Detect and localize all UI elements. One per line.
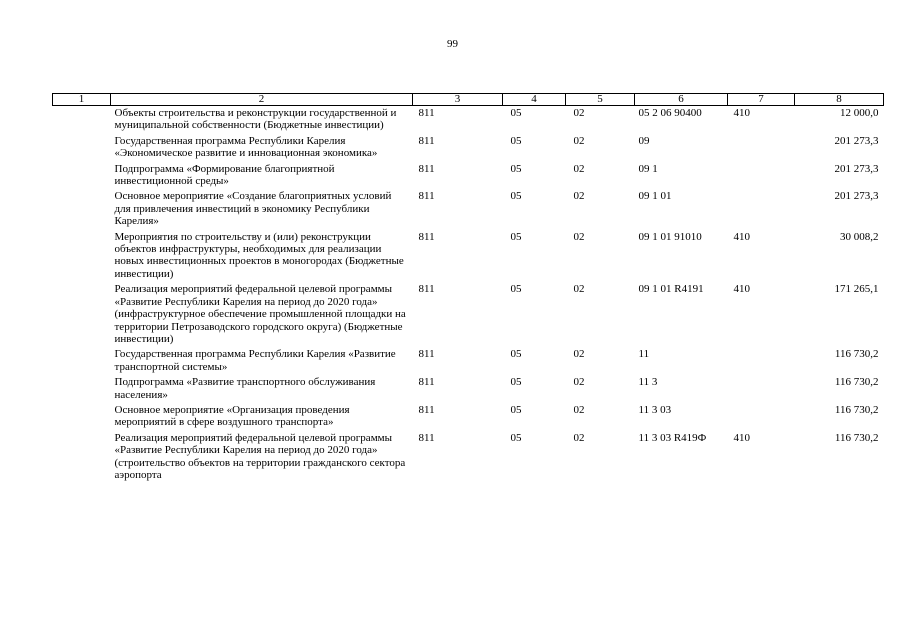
row-subsection-cell: 02	[573, 107, 585, 119]
row-amount-cell: 116 730,2	[834, 348, 879, 361]
row-number-cell	[53, 403, 111, 431]
row-expense-type-cell: 410	[733, 230, 750, 243]
header-col-8: 8	[795, 94, 884, 106]
row-amount-cell: 116 730,2	[834, 431, 879, 444]
row-expense-type-cell	[728, 375, 795, 403]
row-gov-code-cell: 811	[418, 190, 435, 203]
header-col-3: 3	[413, 94, 503, 106]
row-section-cell: 05	[510, 107, 522, 119]
budget-table	[52, 93, 884, 483]
row-name-cell: Подпрограмма «Развитие транспортного обслуживания населения»	[114, 376, 376, 401]
row-amount-cell: 171 265,1	[834, 283, 879, 296]
row-section-cell: 05	[510, 134, 522, 147]
row-section-cell: 05	[510, 190, 522, 203]
row-amount-cell: 116 730,2	[834, 403, 879, 416]
row-section-cell: 05	[510, 162, 522, 175]
row-name-cell: Основное мероприятие «Создание благоприятных условий для привлечения инвестиций в экономику Республики Карелия»	[114, 190, 392, 228]
row-expense-type-cell: 410	[733, 107, 750, 119]
row-subsection-cell: 02	[573, 348, 585, 361]
row-target-item-cell: 09 1 01 R4191	[638, 283, 704, 296]
row-name-cell: Мероприятия по строительству и (или) реконструкции объектов инфраструктуры, необходимых для реализации новых инвестиционных проектов в моногородах (Бюджетные инвестиции)	[114, 230, 404, 280]
row-number-cell	[53, 230, 111, 283]
row-subsection-cell: 02	[573, 230, 585, 243]
table-row	[53, 162, 884, 190]
header-col-5: 5	[566, 94, 635, 106]
row-target-item-cell: 11	[638, 348, 650, 361]
row-number-cell	[53, 375, 111, 403]
table-row	[53, 189, 884, 229]
row-number-cell	[53, 134, 111, 162]
page-number: 99	[447, 38, 458, 50]
row-gov-code-cell: 811	[418, 134, 435, 147]
row-name-cell: Основное мероприятие «Организация проведения мероприятий в сфере воздушного транспорта»	[114, 403, 350, 429]
row-expense-type-cell: 410	[733, 431, 750, 444]
row-target-item-cell: 09 1 01 91010	[638, 230, 702, 243]
row-gov-code-cell: 811	[418, 403, 435, 416]
row-gov-code-cell: 811	[418, 283, 435, 296]
row-amount-cell: 30 008,2	[840, 230, 879, 243]
table-row	[53, 282, 884, 347]
row-amount-cell: 201 273,3	[834, 162, 879, 175]
table-row	[53, 403, 884, 431]
row-expense-type-cell	[728, 134, 795, 162]
row-amount-cell: 201 273,3	[834, 134, 879, 147]
row-section-cell: 05	[510, 376, 522, 389]
row-name-cell: Государственная программа Республики Карелия «Экономическое развитие и инновационная экономика»	[114, 134, 378, 160]
row-section-cell: 05	[510, 431, 522, 444]
row-subsection-cell: 02	[573, 162, 585, 175]
table-row	[53, 431, 884, 484]
header-col-4: 4	[503, 94, 566, 106]
header-col-7: 7	[728, 94, 795, 106]
row-subsection-cell: 02	[573, 376, 585, 389]
row-gov-code-cell: 811	[418, 431, 435, 444]
row-number-cell	[53, 189, 111, 229]
row-section-cell: 05	[510, 230, 522, 243]
row-expense-type-cell	[728, 189, 795, 229]
row-name-cell: Подпрограмма «Формирование благоприятной инвестиционной среды»	[114, 162, 335, 188]
table-header	[53, 94, 884, 106]
row-subsection-cell: 02	[573, 190, 585, 203]
row-amount-cell: 12 000,0	[840, 107, 879, 119]
table-row	[53, 106, 884, 134]
row-section-cell: 05	[510, 403, 522, 416]
header-col-2: 2	[111, 94, 413, 106]
row-name-cell: Реализация мероприятий федеральной целевой программы «Развитие Республики Карелия на период до 2020 года» (инфраструктурное обеспечение промышленной площадки на территории Петрозаводского городского округа) (Бюджетные инвестиции)	[114, 283, 406, 345]
row-name-cell: Государственная программа Республики Карелия «Развитие транспортной системы»	[114, 348, 396, 373]
row-amount-cell: 201 273,3	[834, 190, 879, 203]
row-target-item-cell: 11 3 03	[638, 403, 672, 416]
row-subsection-cell: 02	[573, 134, 585, 147]
header-col-6: 6	[635, 94, 728, 106]
row-expense-type-cell	[728, 403, 795, 431]
row-gov-code-cell: 811	[418, 107, 435, 119]
row-target-item-cell: 09 1	[638, 162, 658, 175]
header-col-1: 1	[53, 94, 111, 106]
row-name-cell: Реализация мероприятий федеральной целевой программы «Развитие Республики Карелия на период до 2020 года» (строительство объектов на территории гражданского сектора аэропорта	[114, 431, 406, 481]
row-expense-type-cell: 410	[733, 283, 750, 296]
row-number-cell	[53, 162, 111, 190]
table-row	[53, 230, 884, 283]
row-target-item-cell: 11 3	[638, 376, 658, 389]
row-subsection-cell: 02	[573, 403, 585, 416]
table-row	[53, 134, 884, 162]
row-expense-type-cell	[728, 347, 795, 375]
row-subsection-cell: 02	[573, 283, 585, 296]
row-gov-code-cell: 811	[418, 230, 435, 243]
row-gov-code-cell: 811	[418, 162, 435, 175]
row-number-cell	[53, 106, 111, 134]
row-amount-cell: 116 730,2	[834, 376, 879, 389]
row-subsection-cell: 02	[573, 431, 585, 444]
header-row	[53, 94, 884, 106]
row-target-item-cell: 11 3 03 R419Ф	[638, 431, 707, 444]
row-number-cell	[53, 282, 111, 347]
table-body	[53, 106, 884, 484]
row-target-item-cell: 09	[638, 134, 650, 147]
row-expense-type-cell	[728, 162, 795, 190]
row-section-cell: 05	[510, 283, 522, 296]
row-target-item-cell: 05 2 06 90400	[638, 107, 702, 119]
table-row	[53, 375, 884, 403]
row-section-cell: 05	[510, 348, 522, 361]
row-number-cell	[53, 347, 111, 375]
row-target-item-cell: 09 1 01	[638, 190, 672, 203]
row-number-cell	[53, 431, 111, 484]
table-row	[53, 347, 884, 375]
row-gov-code-cell: 811	[418, 376, 435, 389]
row-gov-code-cell: 811	[418, 348, 435, 361]
row-name-cell: Объекты строительства и реконструкции государственной и муниципальной собственности (Бюджетные инвестиции)	[114, 107, 397, 132]
